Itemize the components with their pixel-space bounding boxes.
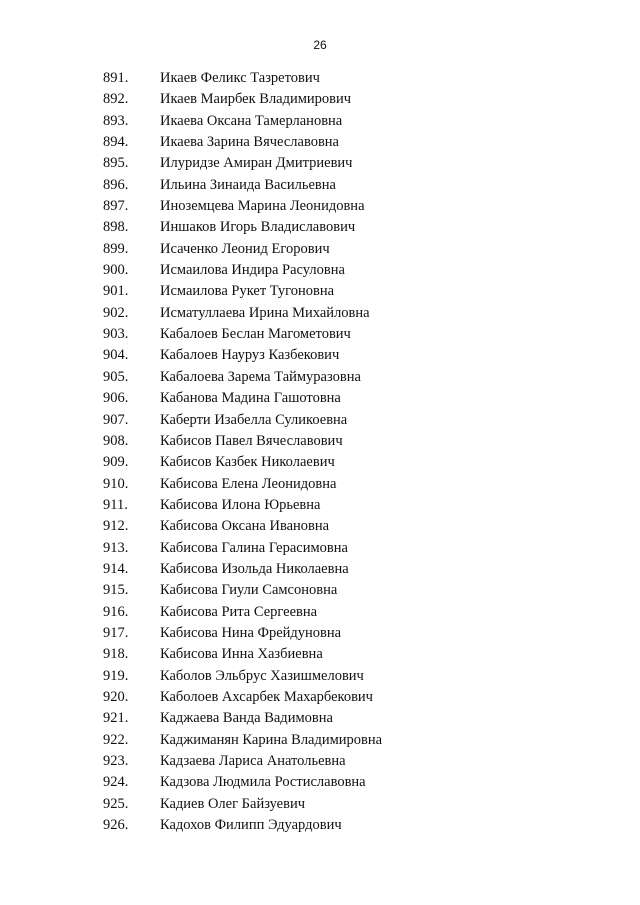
list-item bbox=[0, 89, 640, 110]
entry-number: 922. bbox=[103, 731, 129, 748]
list-item bbox=[0, 281, 640, 302]
entry-number: 925. bbox=[103, 795, 129, 812]
entry-name: Иноземцева Марина Леонидовна bbox=[160, 198, 365, 215]
entry-name: Кабисов Казбек Николаевич bbox=[160, 454, 335, 471]
entry-number: 901. bbox=[103, 283, 129, 300]
list-item bbox=[0, 367, 640, 388]
entry-name: Кадохов Филипп Эдуардович bbox=[160, 817, 342, 834]
entry-number: 900. bbox=[103, 262, 129, 279]
entry-name: Кабалоев Беслан Магометович bbox=[160, 326, 351, 343]
list-item bbox=[0, 196, 640, 217]
entry-number: 915. bbox=[103, 582, 129, 599]
list-item bbox=[0, 559, 640, 580]
entry-name: Кабисова Елена Леонидовна bbox=[160, 475, 337, 492]
entry-number: 895. bbox=[103, 155, 129, 172]
entry-number: 907. bbox=[103, 411, 129, 428]
entry-name: Кабисова Илона Юрьевна bbox=[160, 496, 321, 513]
entry-name: Кабисов Павел Вячеславович bbox=[160, 432, 343, 449]
list-item bbox=[0, 794, 640, 815]
list-item bbox=[0, 111, 640, 132]
entry-number: 902. bbox=[103, 304, 129, 321]
entry-name: Кабанова Мадина Гашотовна bbox=[160, 390, 341, 407]
entry-name: Иншаков Игорь Владиславович bbox=[160, 219, 356, 236]
entry-number: 908. bbox=[103, 432, 129, 449]
entry-number: 924. bbox=[103, 774, 129, 791]
list-item bbox=[0, 772, 640, 793]
entry-number: 898. bbox=[103, 219, 129, 236]
list-item bbox=[0, 495, 640, 516]
entry-name: Кадзова Людмила Ростиславовна bbox=[160, 774, 366, 791]
entry-name: Каберти Изабелла Суликоевна bbox=[160, 411, 348, 428]
list-item bbox=[0, 644, 640, 665]
entry-number: 903. bbox=[103, 326, 129, 343]
entry-number: 916. bbox=[103, 603, 129, 620]
entry-name: Каджаева Ванда Вадимовна bbox=[160, 710, 333, 727]
list-item bbox=[0, 239, 640, 260]
list-item bbox=[0, 687, 640, 708]
entry-name: Кабисова Нина Фрейдуновна bbox=[160, 624, 342, 641]
entry-number: 913. bbox=[103, 539, 129, 556]
list-item bbox=[0, 708, 640, 729]
list-item bbox=[0, 132, 640, 153]
entry-name: Кадзаева Лариса Анатольевна bbox=[160, 753, 346, 769]
entry-number: 921. bbox=[103, 710, 129, 727]
entry-number: 920. bbox=[103, 688, 129, 705]
entry-name: Кабалоева Зарема Таймуразовна bbox=[160, 368, 361, 385]
list-item bbox=[0, 751, 640, 772]
entry-number: 906. bbox=[103, 390, 129, 407]
list-item bbox=[0, 815, 640, 836]
list-item bbox=[0, 602, 640, 623]
entry-name: Кабалоев Науруз Казбекович bbox=[160, 347, 340, 364]
entry-name: Исаченко Леонид Егорович bbox=[160, 240, 330, 257]
entry-name: Икаева Зарина Вячеславовна bbox=[160, 134, 339, 151]
entry-name: Кабисова Изольда Николаевна bbox=[160, 560, 349, 577]
list-item bbox=[0, 324, 640, 345]
entry-number: 912. bbox=[103, 518, 129, 535]
entry-name: Икаев Феликс Тазретович bbox=[160, 70, 320, 86]
name-list bbox=[0, 68, 640, 836]
entry-number: 896. bbox=[103, 176, 129, 193]
list-item bbox=[0, 68, 640, 89]
list-item bbox=[0, 474, 640, 495]
list-item bbox=[0, 452, 640, 473]
list-item bbox=[0, 345, 640, 366]
entry-number: 894. bbox=[103, 134, 129, 151]
entry-name: Исмаилова Индира Расуловна bbox=[160, 262, 345, 279]
entry-name: Кабисова Гиули Самсоновна bbox=[160, 582, 338, 599]
entry-number: 892. bbox=[103, 91, 129, 108]
entry-name: Каджиманян Карина Владимировна bbox=[160, 731, 383, 748]
entry-number: 910. bbox=[103, 475, 129, 492]
entry-number: 911. bbox=[103, 496, 128, 513]
entry-number: 905. bbox=[103, 368, 129, 385]
entry-name: Каболов Эльбрус Хазишмелович bbox=[160, 667, 364, 684]
entry-number: 918. bbox=[103, 646, 129, 663]
list-item bbox=[0, 303, 640, 324]
entry-number: 893. bbox=[103, 112, 129, 129]
entry-number: 919. bbox=[103, 667, 129, 684]
list-item bbox=[0, 217, 640, 238]
entry-name: Кабисова Рита Сергеевна bbox=[160, 603, 318, 620]
entry-name: Исмаилова Рукет Тугоновна bbox=[160, 283, 335, 300]
page-number: 26 bbox=[313, 38, 327, 52]
entry-name: Кабисова Галина Герасимовна bbox=[160, 539, 348, 556]
list-item bbox=[0, 516, 640, 537]
entry-number: 897. bbox=[103, 198, 129, 215]
entry-name: Каболоев Ахсарбек Махарбекович bbox=[160, 688, 373, 705]
entry-number: 926. bbox=[103, 817, 129, 834]
list-item bbox=[0, 580, 640, 601]
entry-name: Икаева Оксана Тамерлановна bbox=[160, 112, 343, 129]
entry-name: Икаев Маирбек Владимирович bbox=[160, 91, 352, 108]
list-item bbox=[0, 666, 640, 687]
entry-number: 914. bbox=[103, 560, 129, 577]
list-item bbox=[0, 730, 640, 751]
entry-number: 899. bbox=[103, 240, 129, 257]
entry-name: Исматуллаева Ирина Михайловна bbox=[160, 304, 370, 321]
list-item bbox=[0, 538, 640, 559]
entry-name: Кабисова Оксана Ивановна bbox=[160, 518, 330, 535]
entry-name: Ильина Зинаида Васильевна bbox=[160, 176, 336, 193]
entry-name: Илуридзе Амиран Дмитриевич bbox=[160, 155, 353, 172]
entry-number: 923. bbox=[103, 753, 129, 769]
entry-number: 909. bbox=[103, 454, 129, 471]
list-item bbox=[0, 410, 640, 431]
entry-name: Кабисова Инна Хазбиевна bbox=[160, 646, 323, 663]
list-item bbox=[0, 431, 640, 452]
list-item bbox=[0, 388, 640, 409]
entry-number: 891. bbox=[103, 70, 129, 86]
list-item bbox=[0, 153, 640, 174]
entry-number: 904. bbox=[103, 347, 129, 364]
list-item bbox=[0, 623, 640, 644]
list-item bbox=[0, 175, 640, 196]
entry-number: 917. bbox=[103, 624, 129, 641]
entry-name: Кадиев Олег Байзуевич bbox=[160, 795, 306, 812]
list-item bbox=[0, 260, 640, 281]
